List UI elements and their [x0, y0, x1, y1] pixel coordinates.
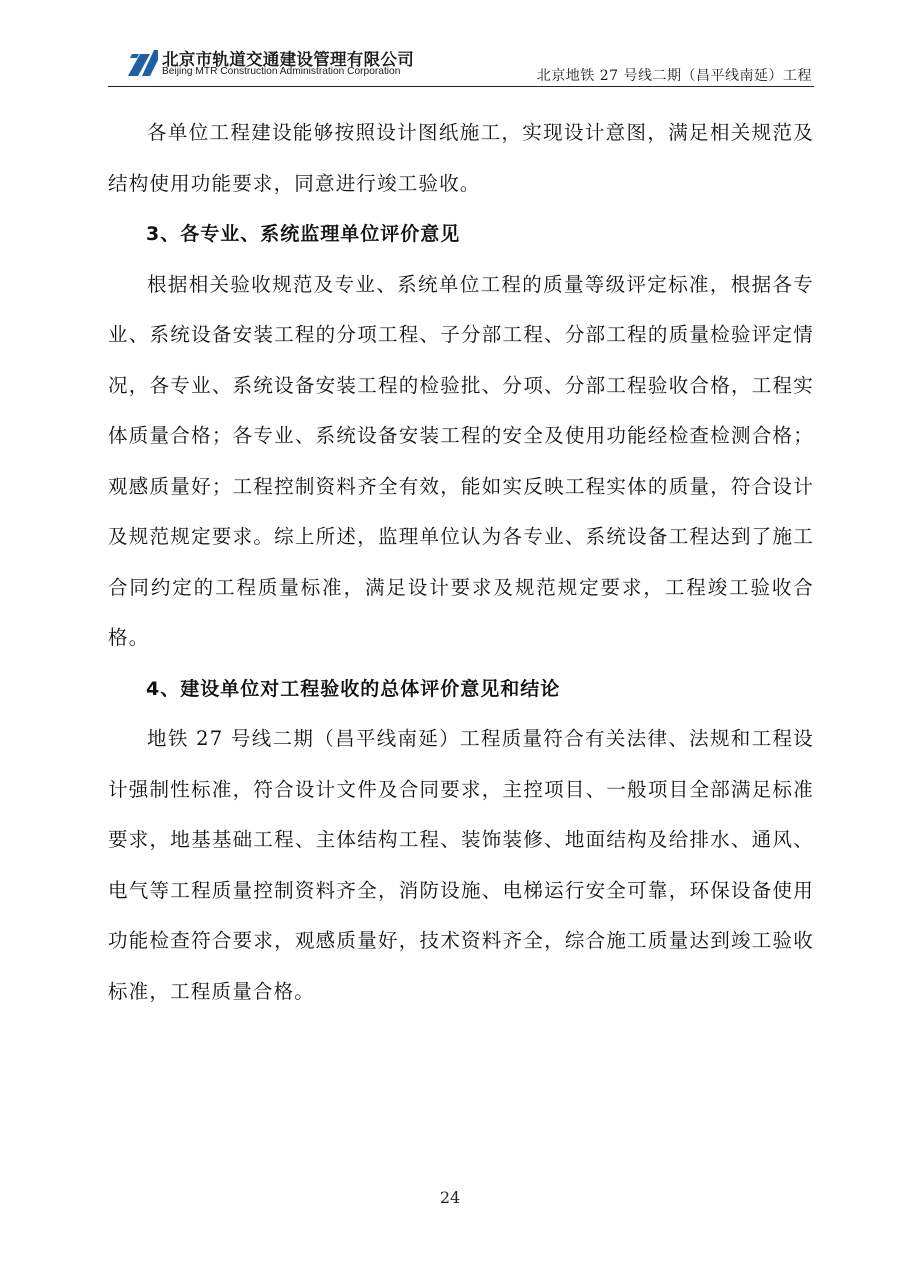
page-number: 24 [439, 1188, 461, 1207]
project-title: 北京地铁 27 号线二期（昌平线南延）工程 [536, 68, 812, 84]
paragraph-2: 根据相关验收规范及专业、系统单位工程的质量等级评定标准，根据各专业、系统设备安装工程的分项工程、子分部工程、分部工程的质量检验评定情况，各专业、系统设备安装工程的检验批、分项、分部工程验收合格，工程实体质量合格；各专业、系统设备安装工程的安全及使用功能经检查检测合格；观感质量好；工程控制资料齐全有效，能如实反映工程实体的质量，符合设计及规范规定要求。综上所述，监理单位认为各专业、系统设备工程达到了施工合同约定的工程质量标准，满足设计要求及规范规定要求，工程竣工验收合格。 [108, 272, 814, 649]
company-name-cn: 北京市轨道交通建设管理有限公司 [162, 50, 414, 69]
paragraph-1: 各单位工程建设能够按照设计图纸施工，实现设计意图，满足相关规范及结构使用功能要求，同意进行竣工验收。 [108, 121, 814, 195]
mtr-logo-icon [128, 50, 158, 76]
section-heading-3: 3、各专业、系统监理单位评价意见 [146, 223, 461, 245]
page-header [108, 40, 814, 87]
section-heading-4: 4、建设单位对工程验收的总体评价意见和结论 [146, 677, 561, 700]
paragraph-3: 地铁 27 号线二期（昌平线南延）工程质量符合有关法律、法规和工程设计强制性标准，符合设计文件及合同要求，主控项目、一般项目全部满足标准要求，地基基础工程、主体结构工程、装饰装修、地面结构及给排水、通风、电气等工程质量控制资料齐全，消防设施、电梯运行安全可靠，环保设备使用功能检查符合要求，观感质量好，技术资料齐全，综合施工质量达到竣工验收标准，工程质量合格。 [108, 727, 814, 1003]
document-body [108, 108, 814, 1017]
company-name-en: Beijing MTR Construction Administration Corporation [162, 66, 401, 77]
